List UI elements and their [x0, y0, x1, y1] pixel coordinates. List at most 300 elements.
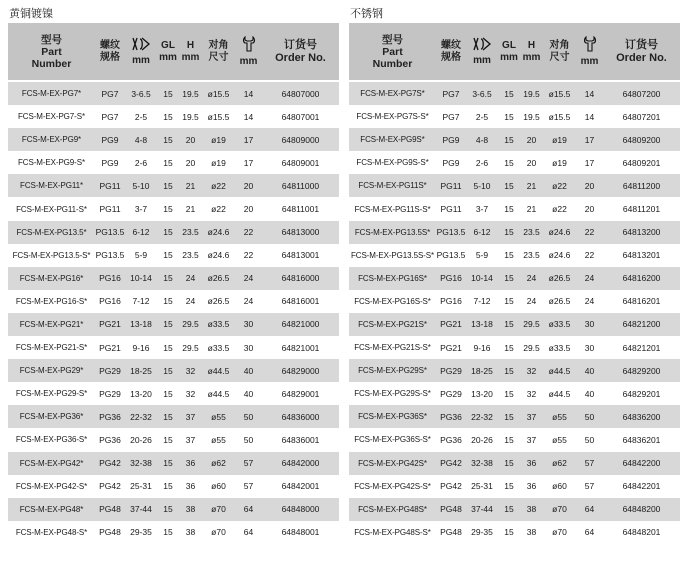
- thread-cell: PG29: [436, 382, 466, 405]
- h-cell: 38: [520, 521, 543, 544]
- header-gl-1: GL: [161, 39, 175, 51]
- gl-cell: 15: [498, 174, 520, 197]
- order-number-cell: 64813001: [262, 244, 339, 267]
- thread-cell: PG11: [95, 197, 125, 220]
- table-row: [8, 428, 339, 451]
- order-number-cell: 64807201: [603, 105, 680, 128]
- thread-cell: PG9: [436, 151, 466, 174]
- clamp-range-cell: 22-32: [125, 405, 157, 428]
- diagonal-cell: ø24.6: [202, 244, 235, 267]
- thread-cell: PG36: [436, 405, 466, 428]
- thread-cell: PG36: [95, 428, 125, 451]
- header-thread-2: 规格: [100, 51, 120, 63]
- h-cell: 21: [520, 197, 543, 220]
- thread-cell: PG13.5: [95, 221, 125, 244]
- h-cell: 20: [179, 151, 202, 174]
- thread-cell: PG11: [95, 174, 125, 197]
- panel-title: 黄铜镀镍: [9, 8, 53, 20]
- table-row: [8, 382, 339, 405]
- wrench-size-cell: 24: [576, 267, 603, 290]
- gl-cell: 15: [498, 475, 520, 498]
- gl-cell: 15: [157, 475, 179, 498]
- part-number-cell: FCS-M-EX-PG9S*: [349, 128, 436, 151]
- table-row: [8, 151, 339, 174]
- wrench-size-cell: 14: [576, 81, 603, 105]
- diagonal-cell: ø15.5: [202, 105, 235, 128]
- gl-cell: 15: [498, 221, 520, 244]
- diagonal-cell: ø19: [202, 151, 235, 174]
- h-cell: 21: [179, 174, 202, 197]
- header-wrench-unit: mm: [580, 55, 599, 67]
- thread-cell: PG13.5: [436, 244, 466, 267]
- wrench-size-cell: 57: [576, 452, 603, 475]
- part-number-cell: FCS-M-EX-PG36S*: [349, 405, 436, 428]
- wrench-size-cell: 17: [235, 128, 262, 151]
- thread-cell: PG9: [436, 128, 466, 151]
- header-thread-2: 规格: [441, 51, 461, 63]
- gl-cell: 15: [157, 290, 179, 313]
- h-cell: 38: [179, 521, 202, 544]
- order-number-cell: 64821000: [262, 313, 339, 336]
- h-cell: 36: [520, 475, 543, 498]
- diagonal-cell: ø26.5: [543, 290, 576, 313]
- clamp-range-cell: 2-5: [125, 105, 157, 128]
- h-cell: 23.5: [179, 221, 202, 244]
- h-cell: 19.5: [520, 105, 543, 128]
- diagonal-cell: ø22: [202, 174, 235, 197]
- h-cell: 32: [520, 382, 543, 405]
- diagonal-cell: ø24.6: [543, 221, 576, 244]
- wrench-size-cell: 57: [235, 452, 262, 475]
- clamp-range-cell: 6-12: [466, 221, 498, 244]
- clamp-range-cell: 4-8: [125, 128, 157, 151]
- gl-cell: 15: [157, 359, 179, 382]
- diagonal-cell: ø33.5: [202, 313, 235, 336]
- wrench-size-cell: 40: [235, 382, 262, 405]
- diagonal-cell: ø26.5: [202, 267, 235, 290]
- order-number-cell: 64809001: [262, 151, 339, 174]
- gl-cell: 15: [498, 105, 520, 128]
- header-part-en1: Part: [41, 45, 62, 58]
- order-number-cell: 64829201: [603, 382, 680, 405]
- clamp-range-cell: 13-18: [125, 313, 157, 336]
- part-number-cell: FCS-M-EX-PG13.5S-S*: [349, 244, 436, 267]
- clamp-range-cell: 32-38: [125, 452, 157, 475]
- diagonal-cell: ø22: [202, 197, 235, 220]
- diagonal-cell: ø22: [543, 197, 576, 220]
- part-number-cell: FCS-M-EX-PG29*: [8, 359, 95, 382]
- wrench-size-cell: 17: [235, 151, 262, 174]
- wrench-size-cell: 50: [576, 405, 603, 428]
- stainless-panel: [349, 6, 680, 544]
- part-number-cell: FCS-M-EX-PG42*: [8, 452, 95, 475]
- diagonal-cell: ø55: [202, 428, 235, 451]
- table-row: [349, 452, 680, 475]
- order-number-cell: 64813200: [603, 221, 680, 244]
- clamp-range-cell: 3-7: [125, 197, 157, 220]
- h-cell: 29.5: [179, 336, 202, 359]
- h-cell: 29.5: [520, 336, 543, 359]
- part-number-cell: FCS-M-EX-PG48S-S*: [349, 521, 436, 544]
- table-row: [8, 336, 339, 359]
- diagonal-cell: ø19: [543, 128, 576, 151]
- h-cell: 36: [520, 452, 543, 475]
- diagonal-cell: ø15.5: [543, 105, 576, 128]
- header-order-no: [603, 23, 680, 81]
- h-cell: 24: [520, 290, 543, 313]
- header-wrench: [576, 23, 603, 81]
- spec-table: [349, 23, 680, 544]
- gl-cell: 15: [498, 128, 520, 151]
- part-number-cell: FCS-M-EX-PG16*: [8, 267, 95, 290]
- header-range-unit: mm: [132, 54, 150, 66]
- gl-cell: 15: [498, 382, 520, 405]
- clamp-range-cell: 2-6: [466, 151, 498, 174]
- part-number-cell: FCS-M-EX-PG36*: [8, 405, 95, 428]
- part-number-cell: FCS-M-EX-PG7S*: [349, 81, 436, 105]
- diagonal-cell: ø33.5: [202, 336, 235, 359]
- h-cell: 29.5: [179, 313, 202, 336]
- gl-cell: 15: [498, 498, 520, 521]
- thread-cell: PG48: [436, 498, 466, 521]
- table-row: [349, 521, 680, 544]
- cable-clamp-range-icon: [473, 37, 491, 55]
- order-number-cell: 64821200: [603, 313, 680, 336]
- order-number-cell: 64811000: [262, 174, 339, 197]
- table-row: [349, 336, 680, 359]
- order-number-cell: 64811200: [603, 174, 680, 197]
- clamp-range-cell: 20-26: [466, 428, 498, 451]
- table-row: [8, 405, 339, 428]
- header-row: [349, 23, 680, 81]
- part-number-cell: FCS-M-EX-PG48S*: [349, 498, 436, 521]
- gl-cell: 15: [498, 521, 520, 544]
- order-number-cell: 64821201: [603, 336, 680, 359]
- header-gl-2: mm: [500, 51, 518, 63]
- part-number-cell: FCS-M-EX-PG21-S*: [8, 336, 95, 359]
- wrench-size-cell: 24: [235, 290, 262, 313]
- order-number-cell: 64807000: [262, 81, 339, 105]
- wrench-icon: [242, 36, 256, 56]
- clamp-range-cell: 18-25: [466, 359, 498, 382]
- part-number-cell: FCS-M-EX-PG36S-S*: [349, 428, 436, 451]
- h-cell: 24: [179, 290, 202, 313]
- header-range-unit: mm: [473, 54, 491, 66]
- gl-cell: 15: [157, 382, 179, 405]
- table-row: [349, 244, 680, 267]
- gl-cell: 15: [157, 498, 179, 521]
- h-cell: 19.5: [179, 105, 202, 128]
- thread-cell: PG48: [436, 521, 466, 544]
- gl-cell: 15: [498, 244, 520, 267]
- clamp-range-cell: 5-10: [125, 174, 157, 197]
- part-number-cell: FCS-M-EX-PG29S*: [349, 359, 436, 382]
- header-h-2: mm: [181, 51, 200, 63]
- part-number-cell: FCS-M-EX-PG11S*: [349, 174, 436, 197]
- cable-clamp-range-icon: [132, 37, 150, 55]
- table-row: [349, 382, 680, 405]
- gl-cell: 15: [157, 128, 179, 151]
- diagonal-cell: ø55: [543, 428, 576, 451]
- part-number-cell: FCS-M-EX-PG21*: [8, 313, 95, 336]
- header-thread: [436, 23, 466, 81]
- diagonal-cell: ø55: [543, 405, 576, 428]
- table-row: [8, 313, 339, 336]
- thread-cell: PG48: [95, 498, 125, 521]
- h-cell: 23.5: [520, 221, 543, 244]
- thread-cell: PG7: [436, 81, 466, 105]
- thread-cell: PG36: [436, 428, 466, 451]
- gl-cell: 15: [498, 313, 520, 336]
- header-part-cn: 型号: [41, 33, 62, 46]
- wrench-size-cell: 30: [235, 313, 262, 336]
- part-number-cell: FCS-M-EX-PG29S-S*: [349, 382, 436, 405]
- wrench-size-cell: 50: [235, 428, 262, 451]
- order-number-cell: 64836200: [603, 405, 680, 428]
- header-clamp-range: [125, 23, 157, 81]
- wrench-size-cell: 40: [576, 359, 603, 382]
- h-cell: 21: [179, 197, 202, 220]
- diagonal-cell: ø70: [202, 498, 235, 521]
- header-h-1: H: [527, 39, 536, 51]
- table-body: [349, 81, 680, 544]
- wrench-size-cell: 24: [576, 290, 603, 313]
- table-row: [349, 359, 680, 382]
- header-diag-1: 对角: [208, 39, 229, 51]
- header-wrench: [235, 23, 262, 81]
- clamp-range-cell: 29-35: [125, 521, 157, 544]
- wrench-size-cell: 57: [576, 475, 603, 498]
- diagonal-cell: ø70: [202, 521, 235, 544]
- clamp-range-cell: 29-35: [466, 521, 498, 544]
- table-row: [8, 521, 339, 544]
- thread-cell: PG42: [95, 475, 125, 498]
- diagonal-cell: ø15.5: [543, 81, 576, 105]
- header-order-cn: 订货号: [625, 38, 658, 51]
- order-number-cell: 64829000: [262, 359, 339, 382]
- part-number-cell: FCS-M-EX-PG48*: [8, 498, 95, 521]
- part-number-cell: FCS-M-EX-PG29-S*: [8, 382, 95, 405]
- header-diag-2: 尺寸: [208, 51, 229, 63]
- gl-cell: 15: [157, 151, 179, 174]
- wrench-size-cell: 64: [576, 498, 603, 521]
- order-number-cell: 64836000: [262, 405, 339, 428]
- h-cell: 32: [179, 382, 202, 405]
- h-cell: 37: [179, 428, 202, 451]
- diagonal-cell: ø26.5: [543, 267, 576, 290]
- diagonal-cell: ø44.5: [543, 382, 576, 405]
- diagonal-cell: ø44.5: [202, 382, 235, 405]
- header-order-en: Order No.: [275, 51, 326, 64]
- order-number-cell: 64811001: [262, 197, 339, 220]
- clamp-range-cell: 2-5: [466, 105, 498, 128]
- order-number-cell: 64848201: [603, 521, 680, 544]
- thread-cell: PG11: [436, 197, 466, 220]
- clamp-range-cell: 2-6: [125, 151, 157, 174]
- thread-cell: PG16: [95, 267, 125, 290]
- gl-cell: 15: [157, 197, 179, 220]
- h-cell: 36: [179, 452, 202, 475]
- table-row: [8, 221, 339, 244]
- clamp-range-cell: 7-12: [125, 290, 157, 313]
- header-clamp-range: [466, 23, 498, 81]
- wrench-icon: [583, 36, 597, 56]
- h-cell: 37: [520, 405, 543, 428]
- diagonal-cell: ø70: [543, 521, 576, 544]
- part-number-cell: FCS-M-EX-PG13.5-S*: [8, 244, 95, 267]
- diagonal-cell: ø33.5: [543, 336, 576, 359]
- header-thread-1: 螺纹: [441, 39, 461, 51]
- part-number-cell: FCS-M-EX-PG48-S*: [8, 521, 95, 544]
- part-number-cell: FCS-M-EX-PG11S-S*: [349, 197, 436, 220]
- header-thread-1: 螺纹: [100, 39, 120, 51]
- part-number-cell: FCS-M-EX-PG42-S*: [8, 475, 95, 498]
- order-number-cell: 64836201: [603, 428, 680, 451]
- wrench-size-cell: 40: [576, 382, 603, 405]
- order-number-cell: 64821001: [262, 336, 339, 359]
- gl-cell: 15: [157, 521, 179, 544]
- order-number-cell: 64813201: [603, 244, 680, 267]
- clamp-range-cell: 7-12: [466, 290, 498, 313]
- thread-cell: PG36: [95, 405, 125, 428]
- clamp-range-cell: 18-25: [125, 359, 157, 382]
- h-cell: 23.5: [179, 244, 202, 267]
- clamp-range-cell: 25-31: [466, 475, 498, 498]
- h-cell: 23.5: [520, 244, 543, 267]
- brass-panel: [8, 6, 339, 544]
- h-cell: 19.5: [520, 81, 543, 105]
- diagonal-cell: ø62: [202, 452, 235, 475]
- order-number-cell: 64816000: [262, 267, 339, 290]
- header-order-en: Order No.: [616, 51, 667, 64]
- thread-cell: PG9: [95, 151, 125, 174]
- thread-cell: PG9: [95, 128, 125, 151]
- gl-cell: 15: [498, 197, 520, 220]
- header-wrench-unit: mm: [239, 55, 258, 67]
- part-number-cell: FCS-M-EX-PG9-S*: [8, 151, 95, 174]
- wrench-size-cell: 20: [576, 197, 603, 220]
- order-number-cell: 64809000: [262, 128, 339, 151]
- wrench-size-cell: 20: [235, 197, 262, 220]
- table-body: [8, 81, 339, 544]
- gl-cell: 15: [498, 359, 520, 382]
- table-row: [349, 81, 680, 105]
- header-diag-1: 对角: [549, 39, 570, 51]
- order-number-cell: 64842201: [603, 475, 680, 498]
- part-number-cell: FCS-M-EX-PG36-S*: [8, 428, 95, 451]
- clamp-range-cell: 37-44: [466, 498, 498, 521]
- thread-cell: PG21: [436, 336, 466, 359]
- order-number-cell: 64813000: [262, 221, 339, 244]
- part-number-cell: FCS-M-EX-PG11*: [8, 174, 95, 197]
- gl-cell: 15: [498, 405, 520, 428]
- clamp-range-cell: 3-6.5: [466, 81, 498, 105]
- order-number-cell: 64809200: [603, 128, 680, 151]
- header-part-number: [349, 23, 436, 81]
- thread-cell: PG42: [95, 452, 125, 475]
- header-diagonal: [202, 23, 235, 81]
- wrench-size-cell: 14: [235, 105, 262, 128]
- thread-cell: PG16: [95, 290, 125, 313]
- wrench-size-cell: 20: [235, 174, 262, 197]
- header-gl: [498, 23, 520, 81]
- gl-cell: 15: [157, 452, 179, 475]
- h-cell: 29.5: [520, 313, 543, 336]
- h-cell: 37: [179, 405, 202, 428]
- thread-cell: PG21: [95, 336, 125, 359]
- part-number-cell: FCS-M-EX-PG7*: [8, 81, 95, 105]
- order-number-cell: 64848200: [603, 498, 680, 521]
- diagonal-cell: ø15.5: [202, 81, 235, 105]
- table-row: [349, 428, 680, 451]
- wrench-size-cell: 22: [235, 244, 262, 267]
- wrench-size-cell: 30: [576, 336, 603, 359]
- gl-cell: 15: [157, 405, 179, 428]
- header-part-number: [8, 23, 95, 81]
- wrench-size-cell: 17: [576, 128, 603, 151]
- clamp-range-cell: 13-20: [125, 382, 157, 405]
- part-number-cell: FCS-M-EX-PG21S*: [349, 313, 436, 336]
- header-h-2: mm: [522, 51, 541, 63]
- thread-cell: PG29: [436, 359, 466, 382]
- table-row: [349, 151, 680, 174]
- wrench-size-cell: 17: [576, 151, 603, 174]
- gl-cell: 15: [157, 244, 179, 267]
- header-gl: [157, 23, 179, 81]
- header-part-en1: Part: [382, 45, 403, 58]
- wrench-size-cell: 22: [576, 221, 603, 244]
- panel-title: 不锈钢: [350, 8, 383, 20]
- order-number-cell: 64807001: [262, 105, 339, 128]
- h-cell: 32: [179, 359, 202, 382]
- wrench-size-cell: 30: [576, 313, 603, 336]
- table-row: [349, 128, 680, 151]
- table-row: [349, 313, 680, 336]
- table-row: [8, 359, 339, 382]
- order-number-cell: 64842000: [262, 452, 339, 475]
- wrench-size-cell: 22: [576, 244, 603, 267]
- thread-cell: PG7: [95, 81, 125, 105]
- header-part-cn: 型号: [382, 33, 403, 46]
- table-row: [349, 290, 680, 313]
- gl-cell: 15: [157, 313, 179, 336]
- wrench-size-cell: 57: [235, 475, 262, 498]
- clamp-range-cell: 6-12: [125, 221, 157, 244]
- header-h: [520, 23, 543, 81]
- h-cell: 36: [179, 475, 202, 498]
- header-thread: [95, 23, 125, 81]
- diagonal-cell: ø60: [202, 475, 235, 498]
- thread-cell: PG11: [436, 174, 466, 197]
- thread-cell: PG48: [95, 521, 125, 544]
- clamp-range-cell: 32-38: [466, 452, 498, 475]
- order-number-cell: 64848000: [262, 498, 339, 521]
- part-number-cell: FCS-M-EX-PG13.5*: [8, 221, 95, 244]
- wrench-size-cell: 64: [235, 521, 262, 544]
- order-number-cell: 64811201: [603, 197, 680, 220]
- wrench-size-cell: 50: [235, 405, 262, 428]
- diagonal-cell: ø44.5: [202, 359, 235, 382]
- order-number-cell: 64829001: [262, 382, 339, 405]
- table-row: [349, 221, 680, 244]
- gl-cell: 15: [498, 267, 520, 290]
- h-cell: 38: [520, 498, 543, 521]
- part-number-cell: FCS-M-EX-PG9S-S*: [349, 151, 436, 174]
- thread-cell: PG29: [95, 382, 125, 405]
- order-number-cell: 64842001: [262, 475, 339, 498]
- header-h: [179, 23, 202, 81]
- order-number-cell: 64848001: [262, 521, 339, 544]
